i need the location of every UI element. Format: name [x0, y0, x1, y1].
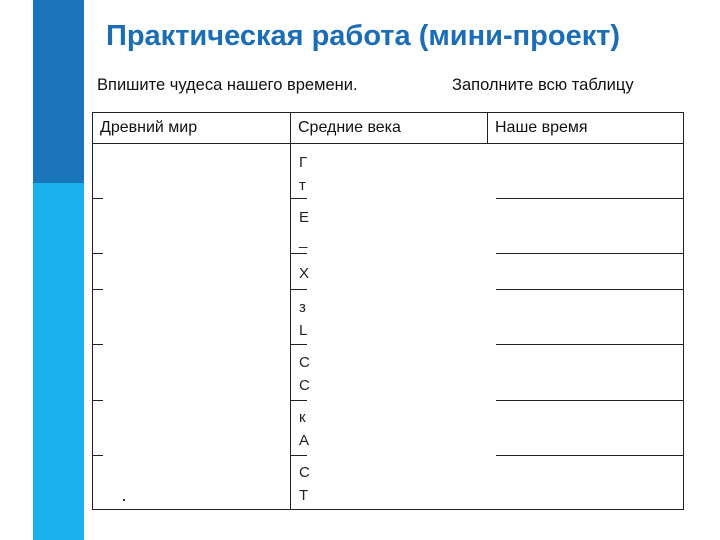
- row-divider: [496, 253, 683, 254]
- column-header-ancient: Древний мир: [100, 119, 198, 136]
- blank-middle-area: [308, 144, 496, 509]
- row-stub: [93, 198, 103, 199]
- row-stub: [291, 253, 307, 254]
- page-title: Практическая работа (мини-проект): [106, 20, 621, 52]
- row-divider: [496, 198, 683, 199]
- column-header-middle-ages: Средние века: [298, 119, 401, 136]
- sidebar-accent-dark: [33, 0, 84, 183]
- text-fragment: к: [299, 409, 306, 426]
- row-stub: [93, 344, 103, 345]
- stray-dot: [123, 499, 125, 501]
- column-divider: [290, 113, 291, 509]
- text-fragment: С: [299, 464, 310, 481]
- row-divider: [496, 289, 683, 290]
- row-stub: [93, 455, 103, 456]
- worksheet-table: [92, 112, 684, 510]
- text-fragment: з: [299, 299, 306, 316]
- row-divider: [496, 400, 683, 401]
- row-divider: [496, 455, 683, 456]
- text-fragment: Г: [299, 154, 308, 171]
- text-fragment: _: [299, 232, 308, 249]
- row-stub: [93, 253, 103, 254]
- text-fragment: А: [299, 432, 310, 449]
- row-divider: [496, 344, 683, 345]
- column-header-our-time: Наше время: [495, 119, 588, 136]
- row-stub: [291, 289, 307, 290]
- text-fragment: С: [299, 377, 310, 394]
- instruction-right: Заполните всю таблицу: [452, 76, 634, 94]
- row-stub: [291, 400, 307, 401]
- text-fragment: Х: [299, 265, 310, 282]
- row-stub: [93, 289, 103, 290]
- row-stub: [291, 198, 307, 199]
- text-fragment: Т: [299, 487, 309, 504]
- text-fragment: L: [299, 322, 308, 339]
- row-stub: [291, 344, 307, 345]
- sidebar-accent-light: [33, 183, 84, 540]
- blank-column-area: [93, 144, 290, 509]
- text-fragment: С: [299, 354, 310, 371]
- row-stub: [291, 455, 307, 456]
- instruction-left: Впишите чудеса нашего времени.: [97, 76, 358, 94]
- row-stub: [93, 400, 103, 401]
- text-fragment: Е: [299, 209, 310, 226]
- text-fragment: т: [299, 177, 306, 194]
